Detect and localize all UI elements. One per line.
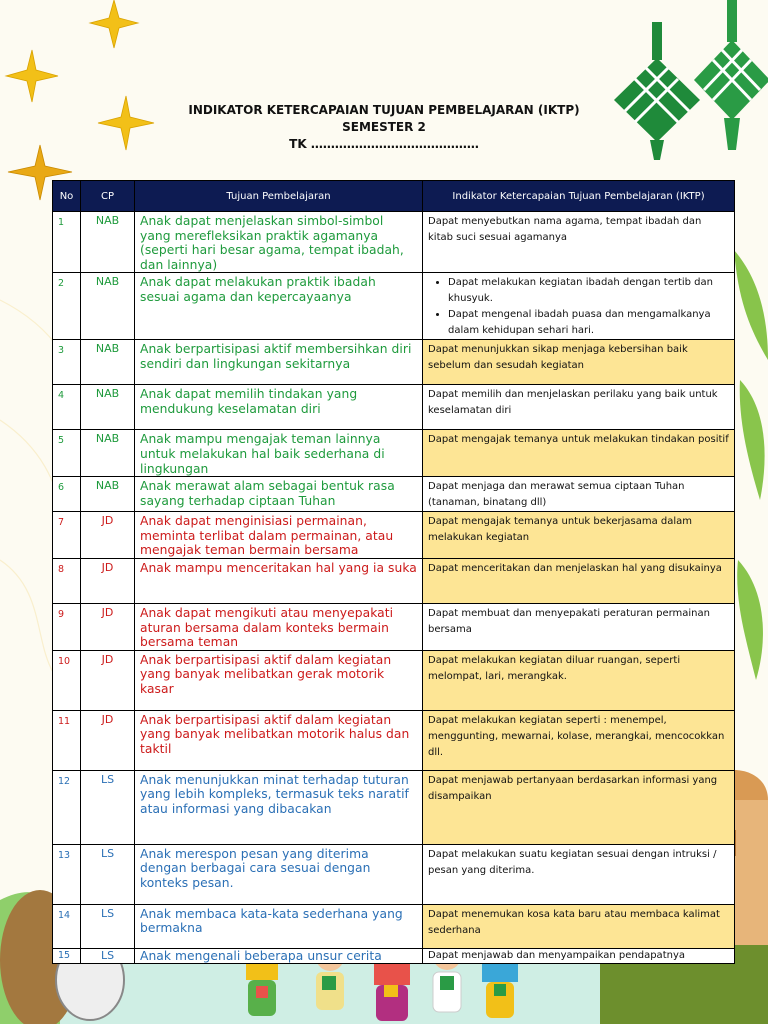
- row-cp: NAB: [81, 273, 135, 340]
- row-indikator: Dapat menemukan kosa kata baru atau membaca kalimat sederhana: [423, 904, 735, 948]
- row-indikator: Dapat membuat dan menyepakati peraturan permainan bersama: [423, 603, 735, 650]
- document-title: [0, 102, 768, 153]
- row-no: 11: [53, 710, 81, 770]
- row-no: 8: [53, 558, 81, 603]
- row-indikator: Dapat menjawab pertanyaan berdasarkan informasi yang disampaikan: [423, 770, 735, 844]
- title-line-2: SEMESTER 2: [342, 120, 426, 134]
- row-indikator: Dapat melakukan kegiatan seperti : menempel, menggunting, mewarnai, kolase, merangkai, mencocokkan dll.: [423, 710, 735, 770]
- row-indikator: Dapat menyebutkan nama agama, tempat ibadah dan kitab suci sesuai agamanya: [423, 212, 735, 273]
- row-no: 12: [53, 770, 81, 844]
- row-cp: JD: [81, 558, 135, 603]
- row-cp: NAB: [81, 212, 135, 273]
- table-row: [53, 340, 735, 385]
- row-indikator: Dapat melakukan suatu kegiatan sesuai dengan intruksi / pesan yang diterima.: [423, 844, 735, 904]
- row-tujuan: Anak dapat memilih tindakan yang mendukung keselamatan diri: [135, 385, 423, 430]
- row-no: 15: [53, 948, 81, 964]
- row-no: 3: [53, 340, 81, 385]
- indikator-list-item: • Dapat mengenal ibadah puasa dan mengamalkanya dalam kehidupan sehari hari.: [448, 307, 729, 339]
- row-indikator: Dapat menjaga dan merawat semua ciptaan Tuhan (tanaman, binatang dll): [423, 477, 735, 512]
- row-indikator: Dapat melakukan kegiatan diluar ruangan, seperti melompat, lari, merangkak.: [423, 650, 735, 710]
- row-tujuan: Anak mampu menceritakan hal yang ia suka: [135, 558, 423, 603]
- header-no: No: [53, 181, 81, 212]
- row-indikator: Dapat menjawab dan menyampaikan pendapatnya: [423, 948, 735, 964]
- iktp-table: [52, 180, 735, 964]
- row-no: 7: [53, 512, 81, 559]
- table-row: [53, 212, 735, 273]
- table-row: [53, 904, 735, 948]
- row-no: 14: [53, 904, 81, 948]
- table-row: [53, 844, 735, 904]
- header-cp: CP: [81, 181, 135, 212]
- row-tujuan: Anak berpartisipasi aktif dalam kegiatan yang banyak melibatkan gerak motorik kasar: [135, 650, 423, 710]
- row-indikator: Dapat memilih dan menjelaskan perilaku yang baik untuk keselamatan diri: [423, 385, 735, 430]
- row-tujuan: Anak menunjukkan minat terhadap tuturan yang lebih kompleks, termasuk teks naratif atau informasi yang dibacakan: [135, 770, 423, 844]
- row-no: 10: [53, 650, 81, 710]
- row-indikator: Dapat mengajak temanya untuk bekerjasama dalam melakukan kegiatan: [423, 512, 735, 559]
- table-row: [53, 430, 735, 477]
- row-cp: NAB: [81, 385, 135, 430]
- row-cp: JD: [81, 603, 135, 650]
- table-row: [53, 273, 735, 340]
- row-tujuan: Anak mampu mengajak teman lainnya untuk melakukan hal baik sederhana di lingkungan: [135, 430, 423, 477]
- table-row: [53, 558, 735, 603]
- row-indikator: [423, 273, 735, 340]
- row-cp: LS: [81, 904, 135, 948]
- row-tujuan: Anak berpartisipasi aktif dalam kegiatan yang banyak melibatkan motorik halus dan taktil: [135, 710, 423, 770]
- row-no: 13: [53, 844, 81, 904]
- table-row: [53, 710, 735, 770]
- row-tujuan: Anak membaca kata-kata sederhana yang bermakna: [135, 904, 423, 948]
- row-no: 6: [53, 477, 81, 512]
- row-tujuan: Anak dapat melakukan praktik ibadah sesuai agama dan kepercayaanya: [135, 273, 423, 340]
- row-cp: LS: [81, 948, 135, 964]
- row-no: 2: [53, 273, 81, 340]
- row-indikator: Dapat mengajak temanya untuk melakukan tindakan positif: [423, 430, 735, 477]
- table-row: [53, 603, 735, 650]
- row-tujuan: Anak dapat mengikuti atau menyepakati aturan bersama dalam konteks bermain bersama teman: [135, 603, 423, 650]
- row-no: 9: [53, 603, 81, 650]
- row-tujuan: Anak dapat menjelaskan simbol-simbol yang merefleksikan praktik agamanya (seperti hari besar agama, tempat ibadah, dan lainnya): [135, 212, 423, 273]
- table-row: [53, 650, 735, 710]
- row-cp: LS: [81, 770, 135, 844]
- row-cp: JD: [81, 710, 135, 770]
- row-indikator: Dapat menunjukkan sikap menjaga kebersihan baik sebelum dan sesudah kegiatan: [423, 340, 735, 385]
- row-tujuan: Anak mengenali beberapa unsur cerita: [135, 948, 423, 964]
- sparkle-icon: [90, 0, 138, 48]
- title-line-3: TK ……………………………………: [289, 137, 479, 151]
- sparkle-icon: [6, 50, 58, 102]
- row-indikator: Dapat menceritakan dan menjelaskan hal yang disukainya: [423, 558, 735, 603]
- row-tujuan: Anak berpartisipasi aktif membersihkan diri sendiri dan lingkungan sekitarnya: [135, 340, 423, 385]
- table-row: [53, 477, 735, 512]
- row-cp: LS: [81, 844, 135, 904]
- row-cp: NAB: [81, 430, 135, 477]
- row-cp: NAB: [81, 340, 135, 385]
- row-cp: JD: [81, 650, 135, 710]
- row-no: 1: [53, 212, 81, 273]
- table-header-row: [53, 181, 735, 212]
- table-row: [53, 512, 735, 559]
- indikator-list-item: • Dapat melakukan kegiatan ibadah dengan tertib dan khusyuk.: [448, 275, 729, 307]
- indikator-list: [428, 275, 729, 339]
- table-row: [53, 770, 735, 844]
- header-tujuan: Tujuan Pembelajaran: [135, 181, 423, 212]
- table-row: [53, 385, 735, 430]
- row-tujuan: Anak merawat alam sebagai bentuk rasa sayang terhadap ciptaan Tuhan: [135, 477, 423, 512]
- header-indikator: Indikator Ketercapaian Tujuan Pembelajaran (IKTP): [423, 181, 735, 212]
- row-no: 5: [53, 430, 81, 477]
- row-tujuan: Anak merespon pesan yang diterima dengan berbagai cara sesuai dengan konteks pesan.: [135, 844, 423, 904]
- row-cp: NAB: [81, 477, 135, 512]
- row-cp: JD: [81, 512, 135, 559]
- table-row: [53, 948, 735, 964]
- row-tujuan: Anak dapat menginisiasi permainan, meminta terlibat dalam permainan, atau mengajak teman bermain bersama: [135, 512, 423, 559]
- title-line-1: INDIKATOR KETERCAPAIAN TUJUAN PEMBELAJARAN (IKTP): [188, 103, 580, 117]
- row-no: 4: [53, 385, 81, 430]
